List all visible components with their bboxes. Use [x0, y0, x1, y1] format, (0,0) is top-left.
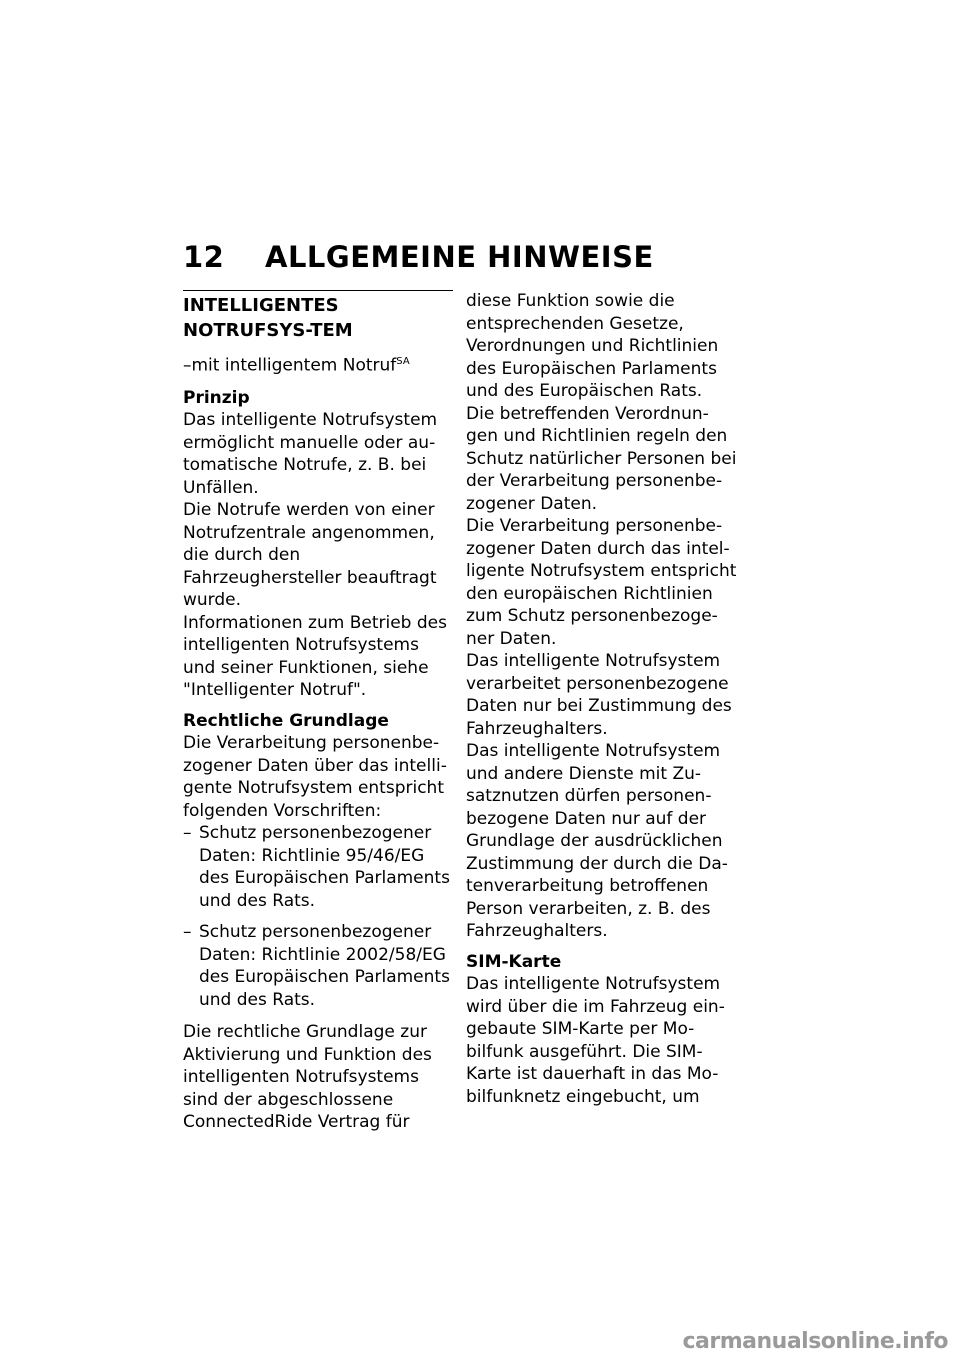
- watermark-text: carmanualsonline.info: [682, 1329, 948, 1354]
- consent-paragraph: Das intelligente Notrufsystem verarbeitet personenbezogene Daten nur bei Zustimmung des Fahrzeughalters.: [466, 651, 732, 739]
- regulation-paragraph: Die betreffenden Verordnun-gen und Richtlinien regeln den Schutz natürlicher Personen bei der Verarbeitung personenbe-zogener Daten.: [466, 403, 737, 514]
- subtitle-text: –mit intelligentem Notruf: [183, 355, 397, 376]
- list-item: [183, 822, 453, 912]
- section-title: INTELLIGENTES NOTRUFSYS-TEM: [183, 290, 453, 343]
- list-item-text: Schutz personenbezogener Daten: Richtlinie 95/46/EG des Europäischen Parlaments und des Rats.: [199, 823, 450, 911]
- list-item-text: Schutz personenbezogener Daten: Richtlinie 2002/58/EG des Europäischen Parlaments und des Rats.: [199, 922, 450, 1010]
- sim-heading: SIM-Karte: [466, 951, 562, 972]
- prinzip-heading: Prinzip: [183, 387, 250, 408]
- sa-marker: SA: [396, 356, 410, 367]
- chapter-number: 12: [183, 240, 225, 274]
- prinzip-paragraph-1: Das intelligente Notrufsystem ermöglicht manuelle oder au-tomatische Notrufe, z. B. bei Unfällen.: [183, 410, 438, 498]
- prinzip-paragraph-2: Die Notrufe werden von einer Notrufzentrale angenommen, die durch den Fahrzeughersteller beauftragt wurde.: [183, 500, 437, 611]
- rechtliche-heading: Rechtliche Grundlage: [183, 710, 389, 731]
- services-paragraph: Das intelligente Notrufsystem und andere Dienste mit Zu-satznutzen dürfen personen-bezogene Daten nur auf der Grundlage der ausdrücklichen Zustimmung der durch die Da-tenverarbeitung betroffenen Person verarbeiten, z. B. des Fahrzeughalters.: [466, 741, 728, 941]
- chapter-title: ALLGEMEINE HINWEISE: [265, 240, 654, 274]
- chapter-header: [183, 240, 654, 274]
- sim-paragraph: Das intelligente Notrufsystem wird über die im Fahrzeug ein-gebaute SIM-Karte per Mo-bilfunk ausgeführt. Die SIM-Karte ist dauerhaft in das Mo-bilfunknetz eingebucht, um: [466, 974, 725, 1107]
- dash-bullet: –: [183, 823, 192, 844]
- section-subtitle: [183, 349, 453, 379]
- regulation-list: [183, 822, 453, 1011]
- basis-paragraph-start: Die rechtliche Grundlage zur Aktivierung und Funktion des intelligenten Notrufsystems sind der abgeschlossene ConnectedRide Vertrag für: [183, 1022, 432, 1133]
- rechtliche-intro: Die Verarbeitung personenbe-zogener Daten über das intelli-gente Notrufsystem entspricht folgenden Vorschriften:: [183, 733, 447, 821]
- prinzip-paragraph-3: Informationen zum Betrieb des intelligenten Notrufsystems und seiner Funktionen, siehe "Intelligenter Notruf".: [183, 612, 447, 701]
- basis-paragraph-continued: diese Funktion sowie die entsprechenden Gesetze, Verordnungen und Richtlinien des Europäischen Parlaments und des Europäischen Rats.: [466, 291, 719, 401]
- dash-bullet: –: [183, 922, 192, 943]
- right-column: [466, 290, 738, 1108]
- left-column: [183, 290, 453, 1134]
- processing-paragraph: Die Verarbeitung personenbe-zogener Daten durch das intel-ligente Notrufsystem entspricht den europäischen Richtlinien zum Schutz personenbezoge-ner Daten.: [466, 516, 737, 649]
- list-item: [183, 921, 453, 1011]
